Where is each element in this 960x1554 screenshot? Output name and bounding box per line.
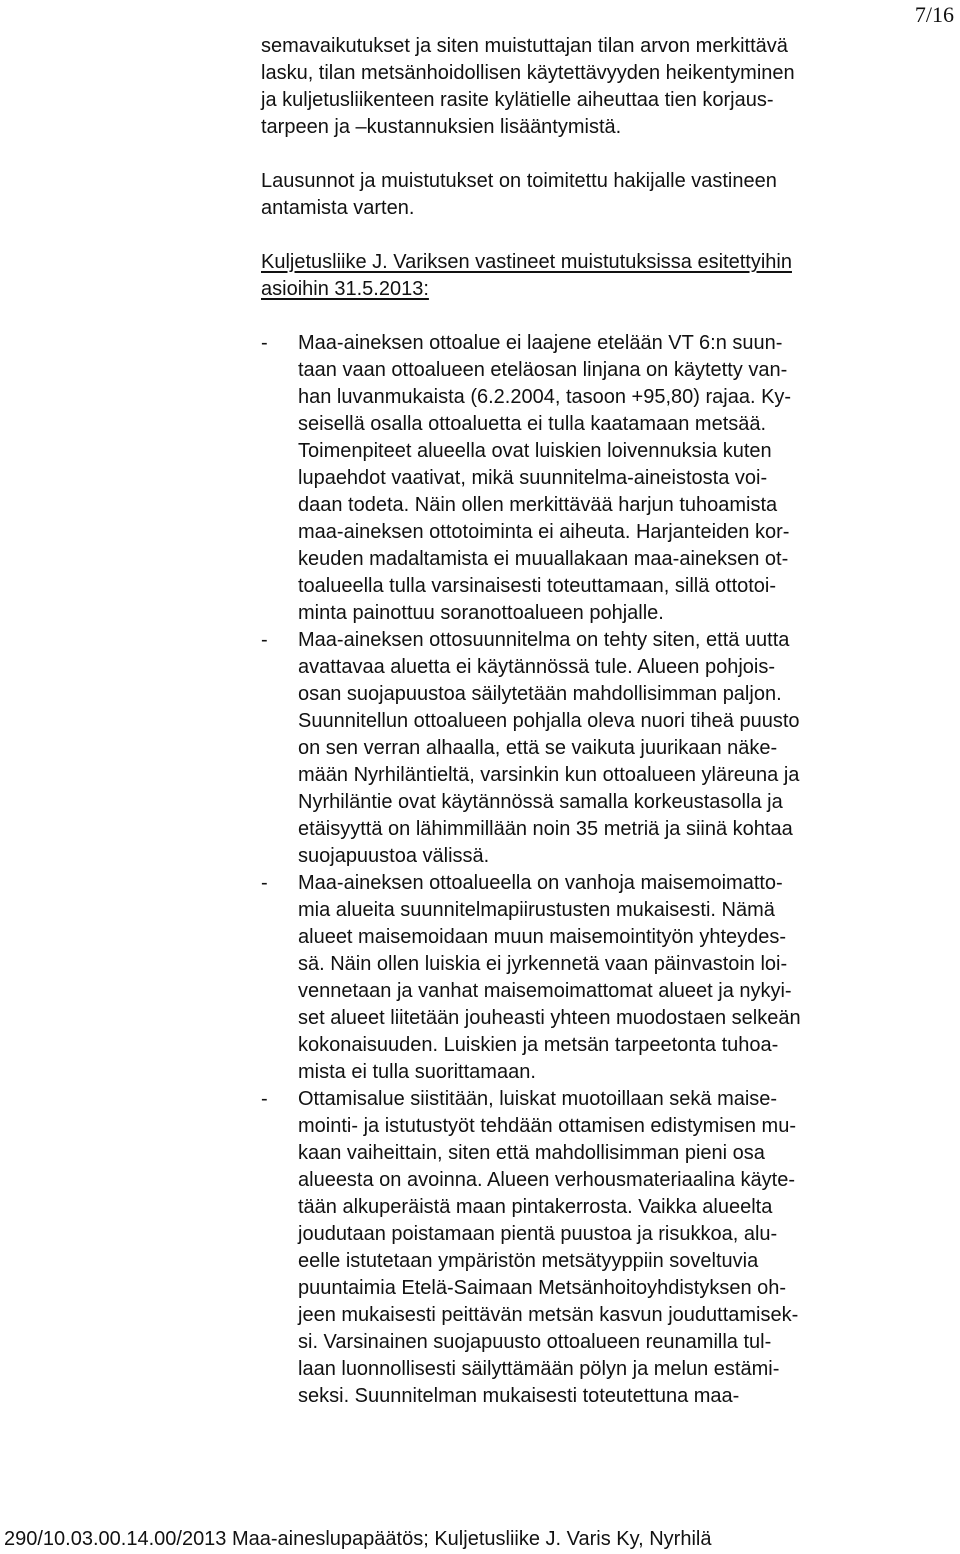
text-line: jeen mukaisesti peittävän metsän kasvun jouduttamisek-: [298, 1304, 799, 1326]
text-line: ja kuljetusliikenteen rasite kylätielle aiheuttaa tien korjaus-: [261, 89, 774, 111]
text-line: seisellä osalla ottoaluetta ei tulla kaatamaan metsää.: [298, 413, 767, 435]
text-line: si. Varsinainen suojapuusto ottoalueen reunamilla tul-: [298, 1331, 772, 1353]
text-line: Suunnitellun ottoalueen pohjalla oleva nuori tiheä puusto: [298, 710, 800, 732]
list-item: [261, 870, 911, 1086]
paragraph-gap: [261, 303, 911, 330]
text-line: alueet maisemoidaan muun maisemointityön yhteydes-: [298, 926, 787, 948]
bullet-dash: -: [261, 1088, 268, 1110]
text-line: mia alueita suunnitelmapiirustusten mukaisesti. Nämä: [298, 899, 775, 921]
text-line: maa-aineksen ottotoiminta ei aiheuta. Harjanteiden kor-: [298, 521, 790, 543]
text-line: vennetaan ja vanhat maisemoimattomat alueet ja nykyi-: [298, 980, 792, 1002]
paragraph-gap: [261, 141, 911, 168]
text-line: Ottamisalue siistitään, luiskat muotoillaan sekä maise-: [298, 1088, 778, 1110]
text-line: mään Nyrhiläntieltä, varsinkin kun ottoalueen yläreuna ja: [298, 764, 800, 786]
text-line: Maa-aineksen ottosuunnitelma on tehty siten, että uutta: [298, 629, 790, 651]
text-line: eelle istutetaan ympäristön metsätyyppiin soveltuvia: [298, 1250, 759, 1272]
text-line: etäisyyttä on lähimmillään noin 35 metriä ja siinä kohtaa: [298, 818, 793, 840]
text-line: daan todeta. Näin ollen merkittävää harjun tuhoamista: [298, 494, 778, 516]
bullet-dash: -: [261, 629, 268, 651]
response-list: [261, 330, 911, 1410]
text-line: antamista varten.: [261, 197, 415, 219]
text-line: avattavaa aluetta ei käytännössä tule. Alueen pohjois-: [298, 656, 775, 678]
text-line: mointi- ja istutustyöt tehdään ottamisen edistymisen mu-: [298, 1115, 796, 1137]
text-line: set alueet liitetään jouheasti yhteen muodostaen selkeän: [298, 1007, 801, 1029]
text-line: lupaehdot vaativat, mikä suunnitelma-aineistosta voi-: [298, 467, 768, 489]
text-line: Nyrhiläntie ovat käytännössä samalla korkeustasolla ja: [298, 791, 783, 813]
text-line: minta painottuu soranottoalueen pohjalle.: [298, 602, 664, 624]
text-line: lasku, tilan metsänhoidollisen käytettävyyden heikentyminen: [261, 62, 795, 84]
list-item: [261, 330, 911, 627]
list-item: [261, 1086, 911, 1410]
text-line: sä. Näin ollen luiskia ei jyrkennetä vaan päinvastoin loi-: [298, 953, 788, 975]
bullet-dash: -: [261, 332, 268, 354]
heading-line: Kuljetusliike J. Variksen vastineet muistutuksissa esitettyihin: [261, 251, 792, 273]
document-body: [261, 33, 911, 1410]
text-line: seksi. Suunnitelman mukaisesti toteutettuna maa-: [298, 1385, 740, 1407]
list-item: [261, 627, 911, 870]
text-line: Maa-aineksen ottoalueella on vanhoja maisemoimatto-: [298, 872, 783, 894]
text-line: toalueella tulla varsinaisesti toteuttamaan, sillä ottotoi-: [298, 575, 777, 597]
text-line: kaan vaiheittain, siten että mahdollisimman pieni osa: [298, 1142, 765, 1164]
text-line: han luvanmukaista (6.2.2004, tasoon +95,80) rajaa. Ky-: [298, 386, 792, 408]
text-line: joudutaan poistamaan pientä puustoa ja risukkoa, alu-: [298, 1223, 778, 1245]
text-line: osan suojapuustoa säilytetään mahdollisimman paljon.: [298, 683, 782, 705]
page-footer: 290/10.03.00.14.00/2013 Maa-aineslupapäätös; Kuljetusliike J. Varis Ky, Nyrhilä: [4, 1528, 712, 1550]
statement-paragraph: [261, 168, 911, 222]
heading-line: asioihin 31.5.2013:: [261, 278, 429, 300]
bullet-dash: -: [261, 872, 268, 894]
text-line: keuden madaltamista ei muuallakaan maa-aineksen ot-: [298, 548, 789, 570]
text-line: Maa-aineksen ottoalue ei laajene etelään VT 6:n suun-: [298, 332, 783, 354]
text-line: semavaikutukset ja siten muistuttajan tilan arvon merkittävä: [261, 35, 788, 57]
text-line: laan luonnollisesti säilyttämään pölyn ja melun estämi-: [298, 1358, 780, 1380]
text-line: mista ei tulla suorittamaan.: [298, 1061, 536, 1083]
intro-paragraph: [261, 33, 911, 141]
text-line: alueesta on avoinna. Alueen verhousmateriaalina käyte-: [298, 1169, 795, 1191]
paragraph-gap: [261, 222, 911, 249]
text-line: suojapuustoa välissä.: [298, 845, 490, 867]
text-line: kokonaisuuden. Luiskien ja metsän tarpeetonta tuhoa-: [298, 1034, 779, 1056]
text-line: tarpeen ja –kustannuksien lisääntymistä.: [261, 116, 622, 138]
page-number: 7/16: [914, 2, 954, 27]
text-line: tään alkuperäistä maan pintakerrosta. Vaikka alueelta: [298, 1196, 773, 1218]
text-line: on sen verran alhaalla, että se vaikuta juurikaan näke-: [298, 737, 778, 759]
section-heading: [261, 249, 911, 303]
text-line: Toimenpiteet alueella ovat luiskien loivennuksia kuten: [298, 440, 772, 462]
text-line: puuntaimia Etelä-Saimaan Metsänhoitoyhdistyksen oh-: [298, 1277, 787, 1299]
text-line: Lausunnot ja muistutukset on toimitettu hakijalle vastineen: [261, 170, 777, 192]
text-line: taan vaan ottoalueen eteläosan linjana on käytetty van-: [298, 359, 788, 381]
